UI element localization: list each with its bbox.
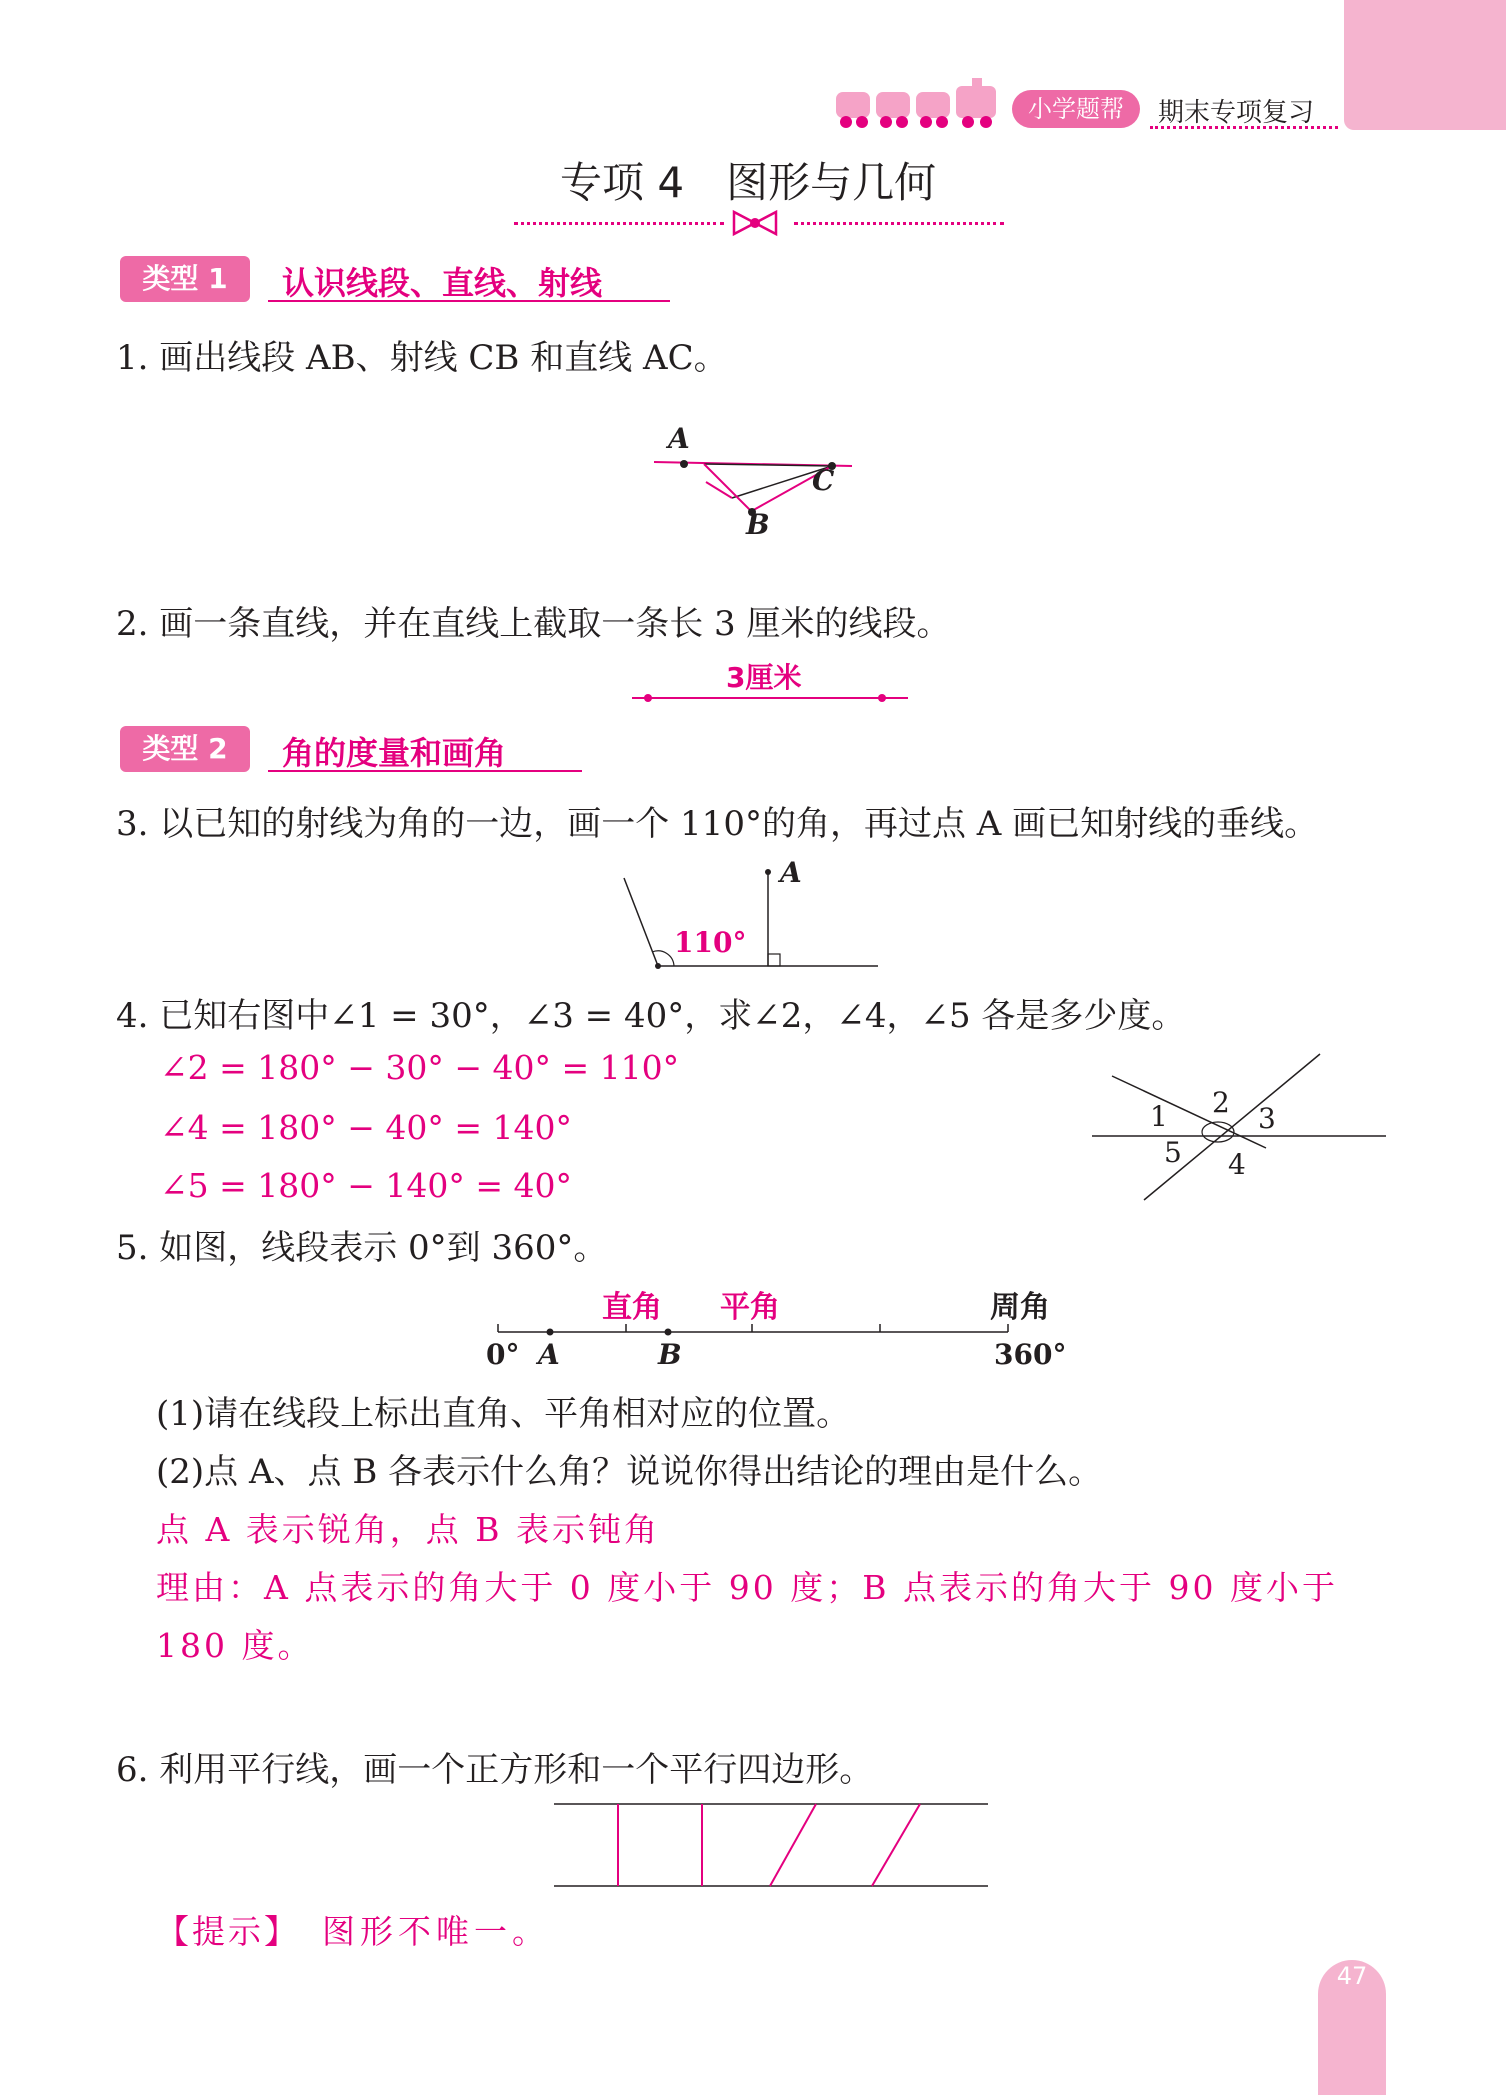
q5-answer-2-line-2: 180 度。 xyxy=(156,1626,314,1665)
type-1-underline xyxy=(268,300,670,302)
q3-diagram xyxy=(620,860,890,970)
bow-icon xyxy=(730,208,780,238)
title-divider-right xyxy=(794,222,1004,225)
q2-line xyxy=(630,690,910,706)
q3-point-a: A xyxy=(780,856,802,889)
q4-angle-2: 2 xyxy=(1212,1086,1230,1119)
type-2-tag: 类型 2 xyxy=(120,726,250,772)
q1-label-b: B xyxy=(746,508,770,541)
page-title: 专项 4 图形与几何 xyxy=(560,158,937,207)
header-subtitle: 期末专项复习 xyxy=(1158,98,1315,128)
q5-full-angle-label: 周角 xyxy=(990,1290,1050,1325)
q5-right-angle-label: 直角 xyxy=(602,1290,662,1325)
corner-tab xyxy=(1344,0,1506,130)
q1-label-c: C xyxy=(812,464,835,497)
q5-sub-1: (1)请在线段上标出直角、平角相对应的位置。 xyxy=(156,1394,851,1434)
question-5: 5. 如图，线段表示 0°到 360°。 xyxy=(116,1228,608,1268)
title-divider-left xyxy=(514,222,724,225)
header-divider xyxy=(1150,126,1338,129)
q5-number-line xyxy=(494,1320,1014,1340)
q4-answer-1: ∠2 = 180° − 30° − 40° = 110° xyxy=(160,1048,680,1087)
question-4: 4. 已知右图中∠1 = 30°，∠3 = 40°，求∠2，∠4，∠5 各是多少度。 xyxy=(116,996,1186,1036)
type-2-underline xyxy=(268,770,582,772)
header-badge: 小学题帮 xyxy=(1012,90,1140,128)
q4-answer-2: ∠4 = 180° − 40° = 140° xyxy=(160,1108,573,1147)
q4-angle-4: 4 xyxy=(1228,1148,1246,1181)
q2-length-label: 3厘米 xyxy=(726,661,802,694)
question-6: 6. 利用平行线，画一个正方形和一个平行四边形。 xyxy=(116,1750,874,1790)
type-2-title: 角的度量和画角 xyxy=(282,734,507,772)
q5-point-b: B xyxy=(658,1338,682,1371)
q5-answer-1: 点 A 表示锐角，点 B 表示钝角 xyxy=(156,1510,661,1549)
q5-sub-2: (2)点 A、点 B 各表示什么角？说说你得出结论的理由是什么。 xyxy=(156,1452,1103,1492)
q5-zero-label: 0° xyxy=(486,1338,520,1371)
q6-diagram xyxy=(552,1796,992,1890)
q4-angle-5: 5 xyxy=(1164,1136,1182,1169)
q5-point-a: A xyxy=(538,1338,560,1371)
q4-diagram xyxy=(1090,1050,1390,1205)
question-2: 2. 画一条直线，并在直线上截取一条长 3 厘米的线段。 xyxy=(116,604,951,644)
q6-hint-label: 【提示】 xyxy=(156,1912,300,1951)
type-1-tag: 类型 1 xyxy=(120,256,250,302)
q4-angle-3: 3 xyxy=(1258,1102,1276,1135)
q6-hint-text: 图形不唯一。 xyxy=(322,1912,550,1951)
q5-end-label: 360° xyxy=(994,1338,1067,1371)
q5-answer-2-line-1: 理由：A 点表示的角大于 0 度小于 90 度；B 点表示的角大于 90 度小于 xyxy=(156,1568,1338,1607)
q5-straight-angle-label: 平角 xyxy=(720,1290,780,1325)
type-1-title: 认识线段、直线、射线 xyxy=(282,264,603,302)
q3-angle-label: 110° xyxy=(674,926,747,959)
train-icon xyxy=(832,78,1000,130)
q1-label-a: A xyxy=(668,422,690,455)
q4-angle-1: 1 xyxy=(1150,1100,1168,1133)
q4-answer-3: ∠5 = 180° − 140° = 40° xyxy=(160,1166,573,1205)
question-3: 3. 以已知的射线为角的一边，画一个 110°的角，再过点 A 画已知射线的垂线。 xyxy=(116,804,1319,844)
page-number: 47 xyxy=(1336,1962,1368,1990)
question-1: 1. 画出线段 AB、射线 CB 和直线 AC。 xyxy=(116,338,728,378)
